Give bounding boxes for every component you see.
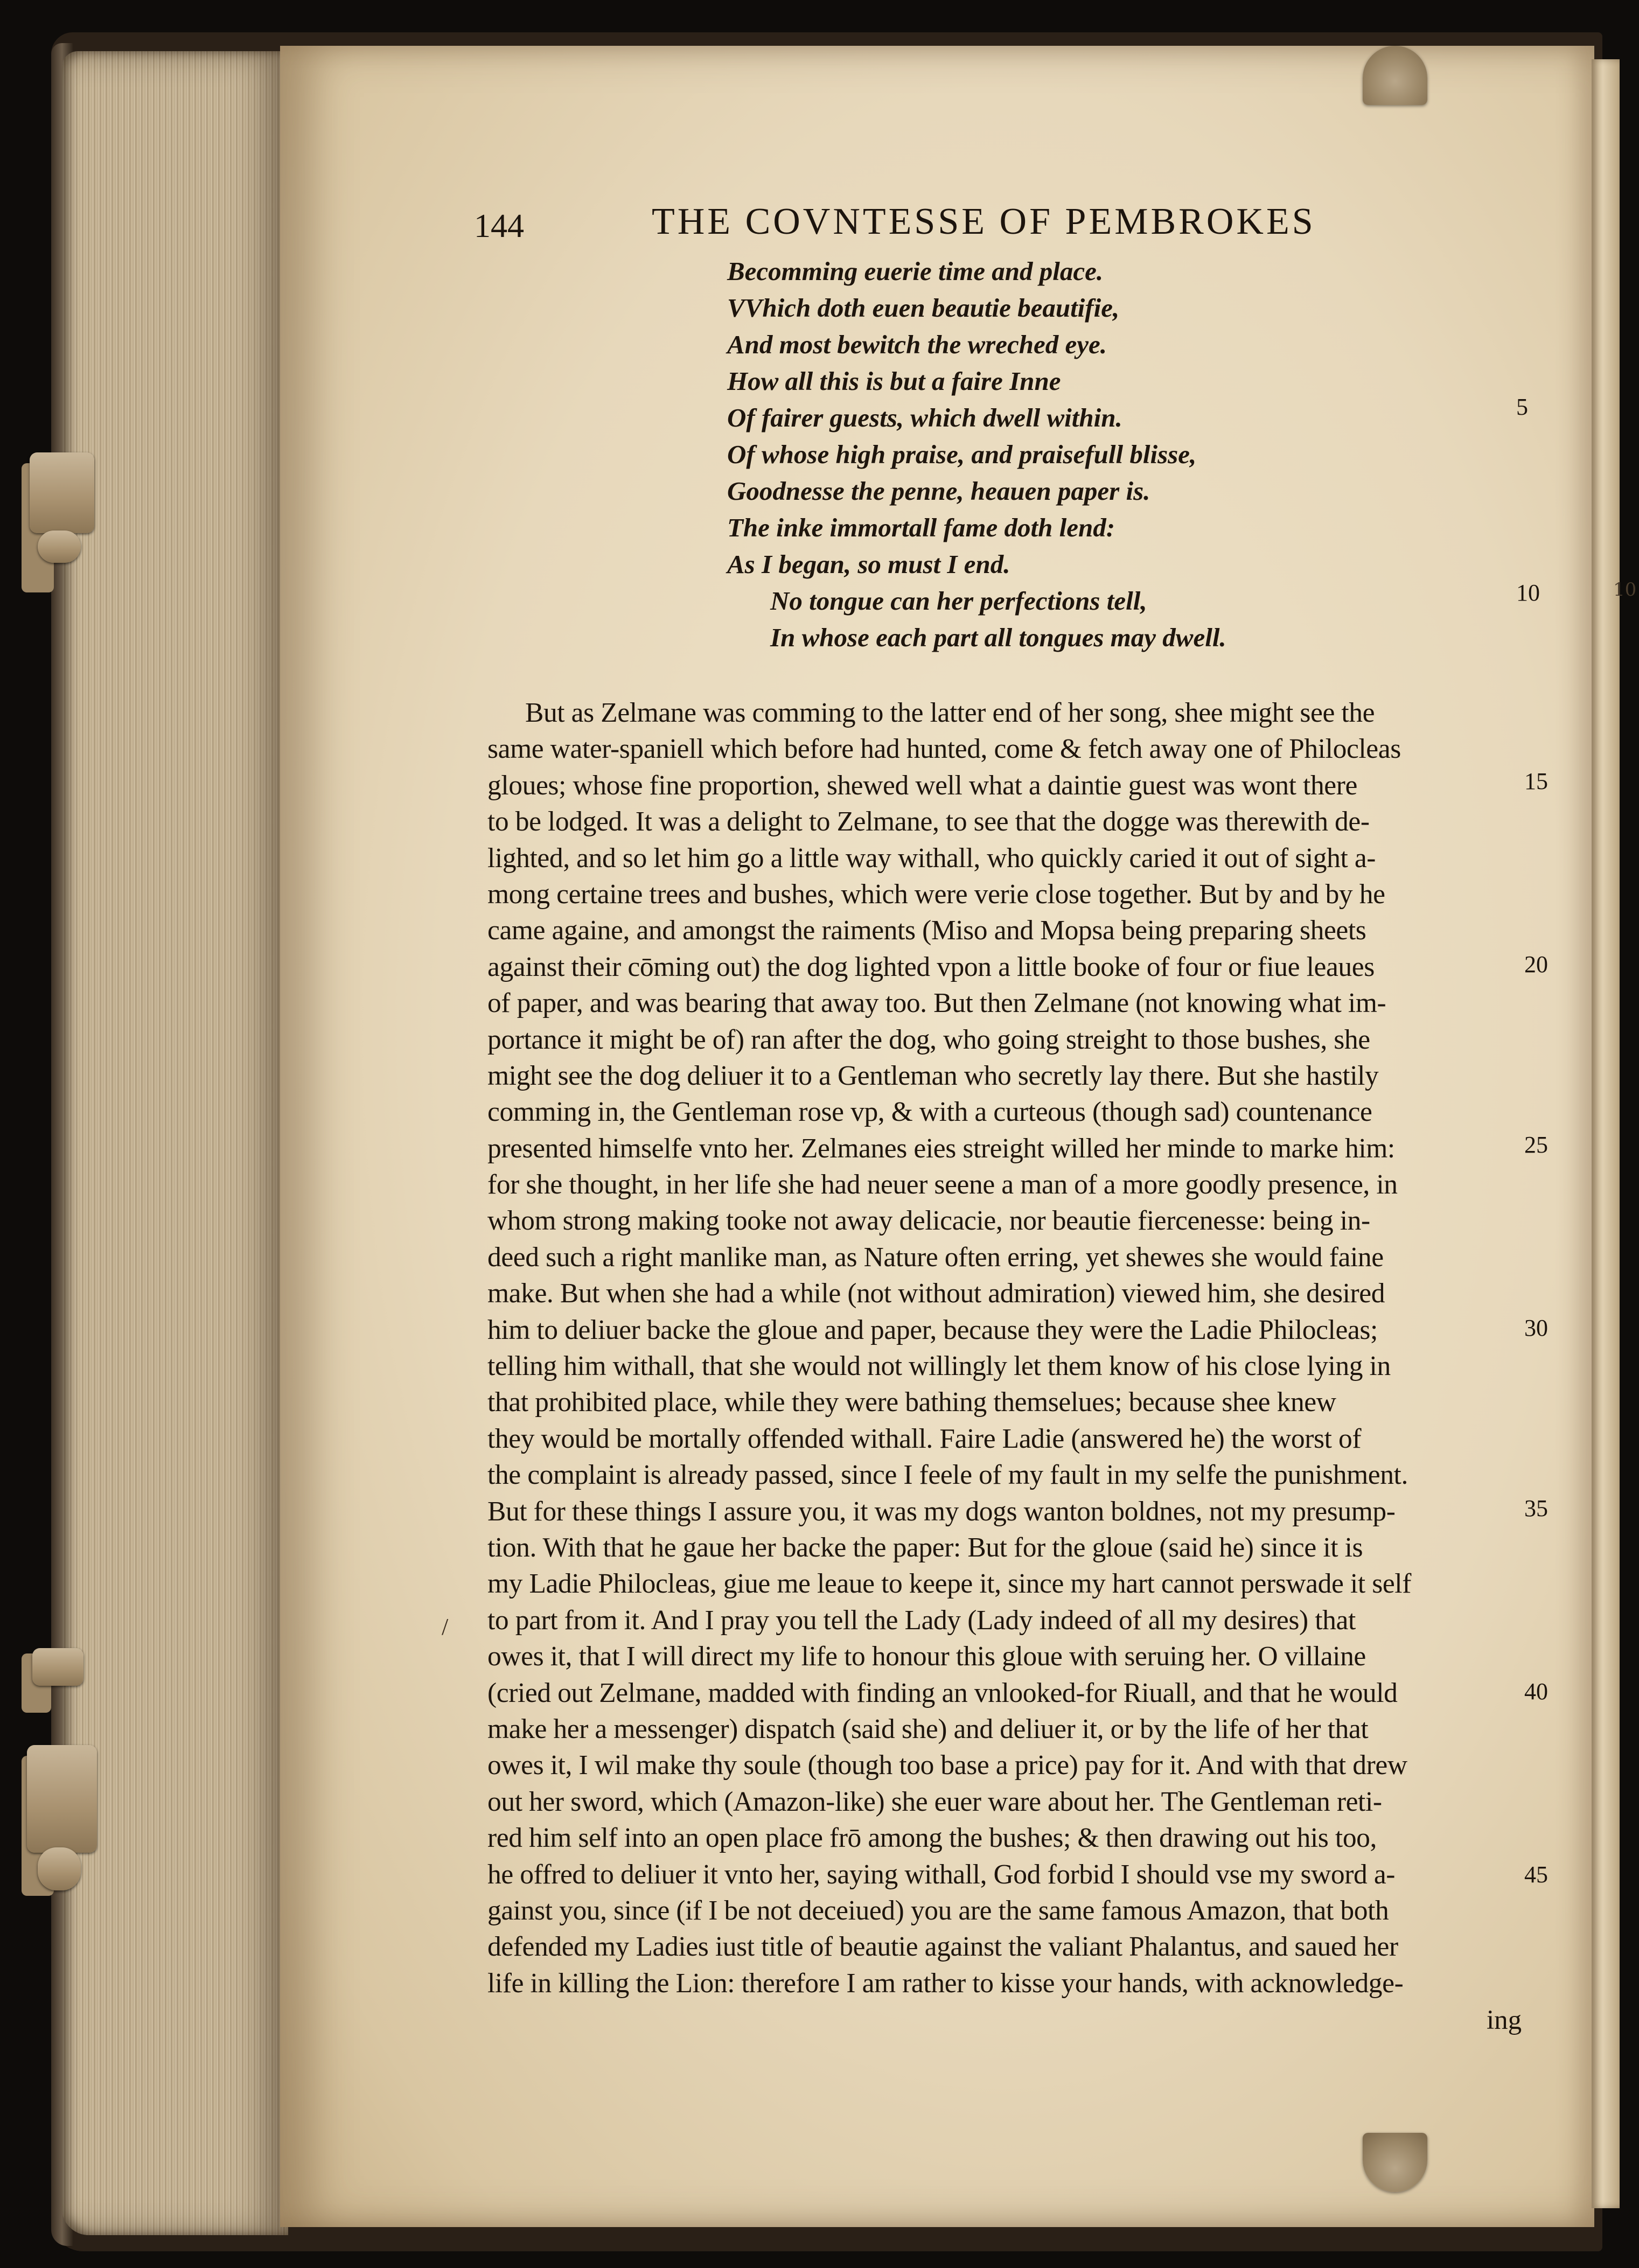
prose-line: came againe, and amongst the raiments (Miso and Mopsa being preparing sheets [487,915,1366,946]
prose-line: the complaint is already passed, since I feele of my fault in my selfe the punishment. [487,1460,1408,1491]
verse-line: VVhich doth euen beautie beautifie, [727,293,1120,323]
prose-line: tion. With that he gaue her backe the paper: But for the gloue (said he) since it is [487,1532,1363,1563]
tie-upper-knot [38,531,81,563]
catchword: ing [1487,2005,1522,2035]
prose-line: owes it, that I will direct my life to honour this gloue with seruing her. O villaine [487,1641,1366,1672]
verse-line: And most bewitch the wreched eye. [727,330,1107,359]
verse-line: How all this is but a faire Inne [727,366,1061,396]
prose-line-number: 15 [1524,768,1548,794]
verse-line: In whose each part all tongues may dwell. [770,623,1226,652]
prose-line: But as Zelmane was comming to the latter end of her song, shee might see the [525,697,1375,728]
facing-page-edge [1592,59,1620,2208]
running-head: THE COVNTESSE OF PEMBROKES [652,201,1316,242]
prose-line: to part from it. And I pray you tell the Lady (Lady indeed of all my desires) that [487,1604,1356,1636]
verse-line: Of fairer guests, which dwell within. [727,403,1122,432]
verse-line: Goodnesse the penne, heauen paper is. [727,476,1150,506]
verse-line-number: 5 [1516,394,1528,420]
prose-line: that prohibited place, while they were bathing themselues; because shee knew [487,1387,1336,1418]
page-number: 144 [474,208,524,245]
prose-line: (cried out Zelmane, madded with finding an vnlooked-for Riuall, and that he would [487,1677,1398,1708]
prose-line: against their cōming out) the dog lighted vpon a little booke of four or fiue leaues [487,951,1375,982]
prose-line-number: 25 [1524,1132,1548,1158]
page-edges [62,51,288,2235]
prose-line: whom strong making tooke not away delicacie, nor beautie fiercenesse: being in- [487,1205,1370,1237]
prose-line: portance it might be of) ran after the dog, who going streight to those bushes, she [487,1024,1370,1055]
prose-line: make her a messenger) dispatch (said she) and deliuer it, or by the life of her that [487,1713,1369,1744]
verse-block [727,253,1293,656]
prose-line: make. But when she had a while (not without admiration) viewed him, she desired [487,1278,1385,1309]
prose-line: telling him withall, that she would not willingly let them know of his close lying in [487,1351,1391,1382]
prose-line: defended my Ladies iust title of beautie against the valiant Phalantus, and saued her [487,1931,1398,1963]
prose-line: for she thought, in her life she had neuer seene a man of a more goodly presence, in [487,1169,1398,1201]
tie-lower-knot [38,1847,81,1890]
facing-page-mark: 10 [1613,579,1637,601]
prose-line: same water-spaniell which before had hunted, come & fetch away one of Philocleas [487,734,1401,765]
prose-line: they would be mortally offended withall. Faire Ladie (answered he) the worst of [487,1423,1362,1454]
tie-middle [32,1648,83,1686]
verse-line: No tongue can her perfections tell, [770,586,1147,616]
prose-line: comming in, the Gentleman rose vp, & with a curteous (though sad) countenance [487,1097,1372,1128]
verse-line: Of whose high praise, and praisefull blisse, [727,439,1197,469]
prose-line: lighted, and so let him go a little way withall, who quickly caried it out of sight a- [487,842,1376,874]
margin-pen-mark: / [442,1614,449,1640]
prose-line-number: 35 [1524,1495,1548,1522]
prose-line: of paper, and was bearing that away too. But then Zelmane (not knowing what im- [487,988,1386,1019]
prose-line: life in killing the Lion: therefore I am rather to kisse your hands, with acknowledge- [487,1967,1404,1999]
prose-block [487,695,1511,2001]
prose-line-number: 45 [1524,1861,1548,1888]
prose-line: to be lodged. It was a delight to Zelmane, to see that the dogge was therewith de- [487,806,1370,838]
prose-line: out her sword, which (Amazon-like) she euer ware about her. The Gentleman reti- [487,1786,1382,1817]
prose-line-number: 30 [1524,1315,1548,1341]
prose-line: But for these things I assure you, it was my dogs wanton boldnes, not my presump- [487,1496,1396,1527]
clasp-top [1363,46,1427,105]
prose-line: owes it, I wil make thy soule (though too base a price) pay for it. And with that drew [487,1750,1407,1781]
prose-line: my Ladie Philocleas, giue me leaue to keepe it, since my hart cannot perswade it self [487,1568,1411,1600]
prose-line: red him self into an open place frō among the bushes; & then drawing out his too, [487,1823,1377,1854]
verse-line-number: 10 [1516,580,1540,606]
prose-line: he offred to deliuer it vnto her, saying withall, God forbid I should vse my sword a- [487,1859,1396,1890]
prose-line: deed such a right manlike man, as Nature often erring, yet shewes she would faine [487,1241,1384,1273]
tie-upper [30,452,94,533]
prose-line: mong certaine trees and bushes, which were verie close together. But by and by he [487,878,1385,910]
prose-line: might see the dog deliuer it to a Gentleman who secretly lay there. But she hastily [487,1060,1379,1091]
prose-line: gloues; whose fine proportion, shewed well what a daintie guest was wont there [487,770,1357,801]
prose-line: him to deliuer backe the gloue and paper, because they were the Ladie Philocleas; [487,1314,1378,1345]
prose-line: gainst you, since (if I be not deceiued) you are the same famous Amazon, that both [487,1895,1389,1926]
prose-line-number: 20 [1524,951,1548,978]
verse-line: As I began, so must I end. [727,549,1010,579]
tie-lower [27,1745,97,1853]
prose-line-number: 40 [1524,1678,1548,1705]
verse-line: The inke immortall fame doth lend: [727,513,1115,542]
verse-line: Becomming euerie time and place. [727,256,1104,286]
prose-line: presented himselfe vnto her. Zelmanes eies streight willed her minde to marke him: [487,1133,1395,1164]
